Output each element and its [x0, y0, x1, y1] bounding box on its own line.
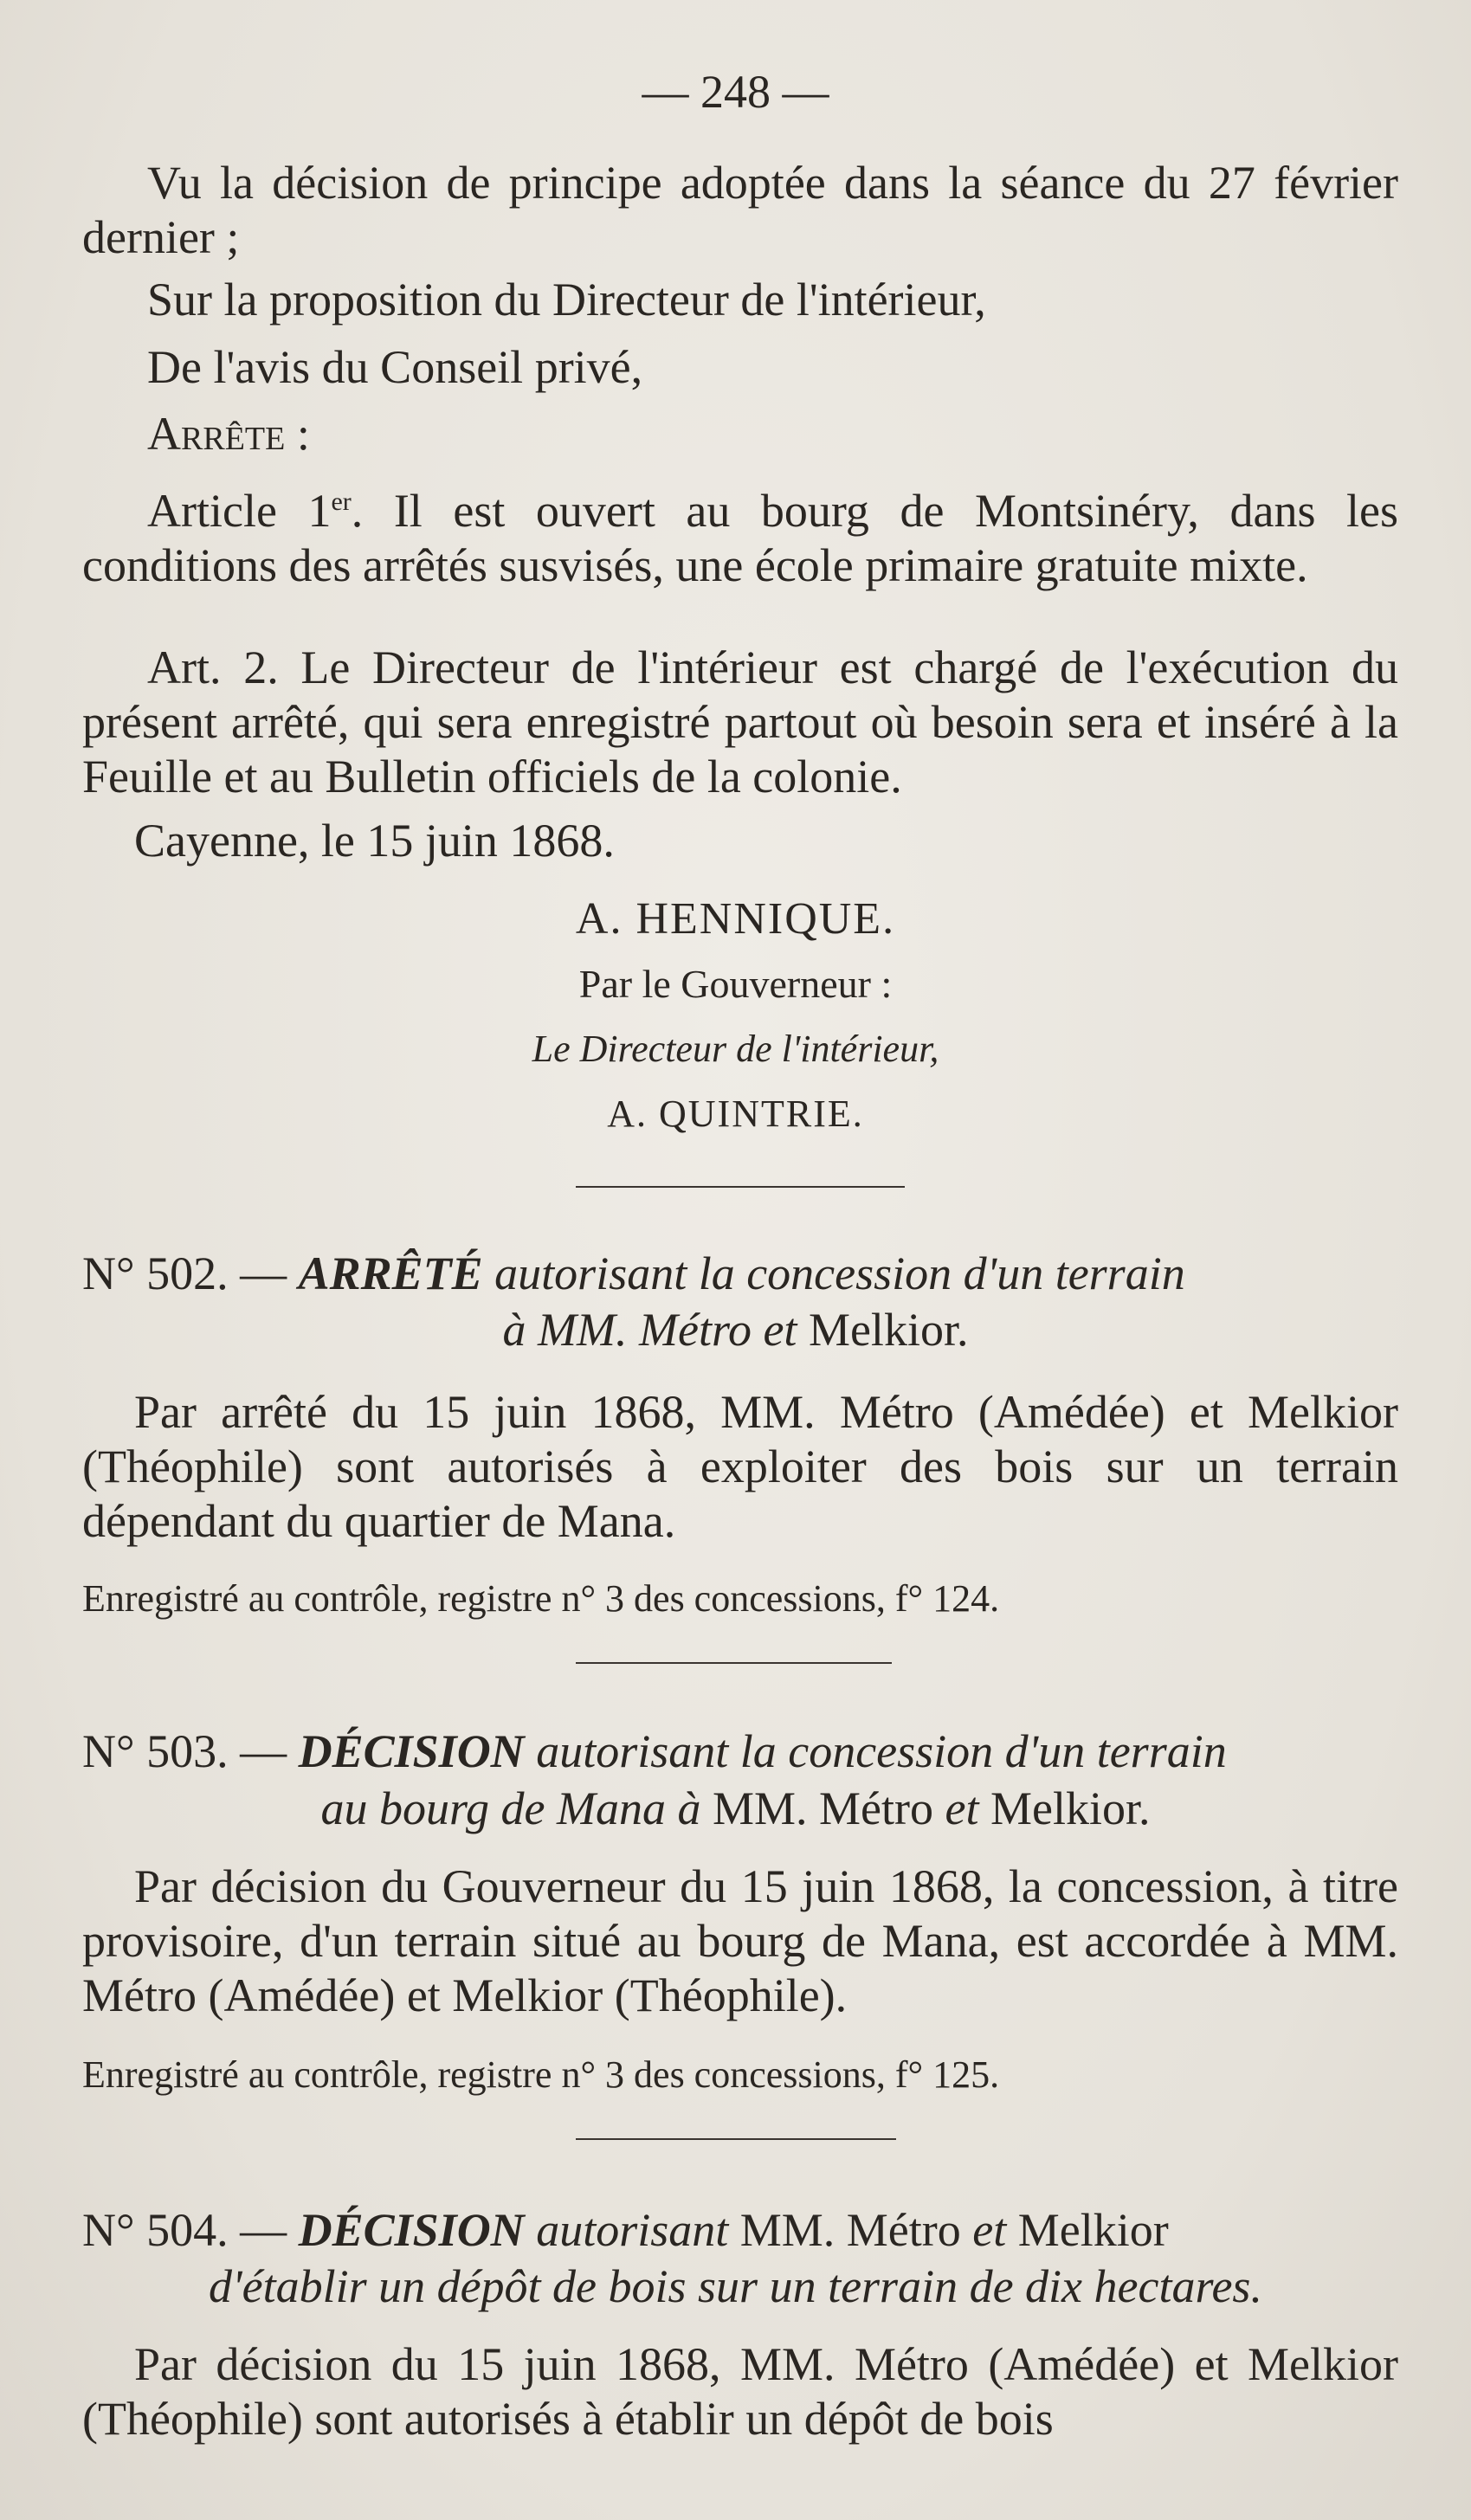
- heading-504-title1-a: autorisant: [536, 2204, 740, 2256]
- heading-504: [82, 2203, 1398, 2258]
- heading-503-title1: autorisant la concession d'un terrain: [536, 1725, 1227, 1777]
- heading-502-num: N° 502. —: [82, 1247, 287, 1299]
- reg-503: Enregistré au contrôle, registre n° 3 des concessions, f° 125.: [82, 2053, 1000, 2096]
- heading-502-title2-b: Melkior.: [797, 1304, 969, 1356]
- body-502: Par arrêté du 15 juin 1868, MM. Métro (Amédée) et Melkior (Théophile) sont autorisés à exploiter des bois sur un terrain dépendant du quartier de Mana.: [82, 1386, 1398, 1547]
- article-1-sup: er: [331, 487, 352, 516]
- heading-504-kw: DÉCISION: [298, 2204, 525, 2256]
- divider-3: [576, 2138, 896, 2140]
- heading-503-et: et: [945, 1782, 979, 1834]
- heading-503-kw: DÉCISION: [298, 1725, 525, 1777]
- heading-504-title1-b: MM. Métro: [739, 2204, 973, 2256]
- paragraph-article-2: Art. 2. Le Directeur de l'intérieur est chargé de l'exécution du présent arrêté, qui sera enregistré partout où besoin sera et inséré à la Feuille et au Bulletin officiels de la colonie.: [82, 641, 1398, 802]
- body-504: Par décision du 15 juin 1868, MM. Métro (Amédée) et Melkior (Théophile) sont autorisés à établir un dépôt de bois: [82, 2338, 1398, 2445]
- heading-502-kw: ARRÊTÉ: [298, 1247, 483, 1299]
- paragraph-date: Cayenne, le 15 juin 1868.: [134, 815, 615, 867]
- page-number: — 248 —: [642, 66, 829, 118]
- paragraph-avis: De l'avis du Conseil privé,: [147, 341, 643, 393]
- heading-502-et: et: [763, 1304, 797, 1356]
- paragraph-article-1: [82, 474, 1398, 593]
- signature-par-le-gouverneur: Par le Gouverneur :: [578, 962, 893, 1006]
- paragraph-arrete: Arrête :: [147, 408, 310, 460]
- heading-503-title2-a: au bourg de Mana à: [320, 1782, 713, 1834]
- article-1-label: Article 1: [147, 485, 332, 537]
- heading-503-title2-c: Melkior.: [978, 1782, 1151, 1834]
- heading-503-title2-b: MM. Métro: [712, 1782, 945, 1834]
- signature-hennique: A. HENNIQUE.: [575, 894, 896, 944]
- heading-503-line2: [0, 1782, 1471, 1836]
- signature-directeur: Le Directeur de l'intérieur,: [532, 1028, 939, 1070]
- signature-quintrie: A. QUINTRIE.: [607, 1092, 864, 1135]
- heading-503: [82, 1724, 1398, 1779]
- body-503: Par décision du Gouverneur du 15 juin 1868, la concession, à titre provisoire, d'un terrain situé au bourg de Mana, est accordée à MM. Métro (Amédée) et Melkior (Théophile).: [82, 1860, 1398, 2021]
- reg-502: Enregistré au contrôle, registre n° 3 des concessions, f° 124.: [82, 1577, 1000, 1620]
- heading-502-title2-a: à MM. Métro: [502, 1304, 764, 1356]
- heading-504-title1-c: Melkior: [1006, 2204, 1169, 2256]
- paragraph-vu: Vu la décision de principe adoptée dans la séance du 27 février dernier ;: [82, 157, 1398, 263]
- heading-504-line2: d'établir un dépôt de bois sur un terrain de dix hectares.: [209, 2260, 1262, 2312]
- heading-504-et: et: [972, 2204, 1007, 2256]
- heading-502-title1: autorisant la concession d'un terrain: [494, 1247, 1185, 1299]
- divider-1: [576, 1186, 905, 1188]
- heading-504-num: N° 504. —: [82, 2204, 287, 2256]
- article-1-text: . Il est ouvert au bourg de Montsinéry, dans les conditions des arrêtés susvisés, une école primaire gratuite mixte.: [82, 485, 1398, 591]
- heading-502: [82, 1247, 1398, 1301]
- paragraph-proposition: Sur la proposition du Directeur de l'intérieur,: [147, 274, 986, 325]
- divider-2: [576, 1662, 892, 1664]
- heading-503-num: N° 503. —: [82, 1725, 287, 1777]
- heading-502-line2: [0, 1303, 1471, 1357]
